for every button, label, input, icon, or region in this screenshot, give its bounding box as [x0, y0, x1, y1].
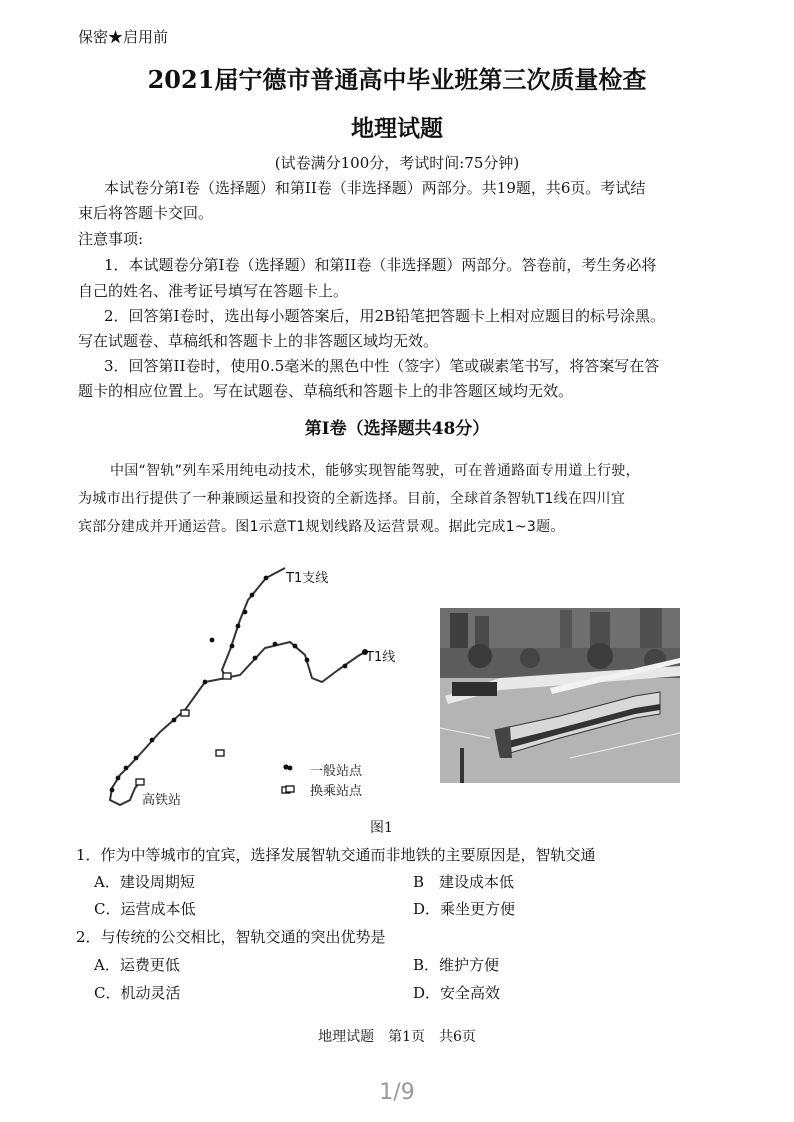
- question-stem: 2．与传统的公交相比，智轨交通的突出优势是: [76, 928, 386, 946]
- legend-dot-icon: [288, 766, 293, 771]
- t1-south-route: [110, 678, 226, 805]
- intro-line-2: 束后将答题卡交回。: [78, 204, 214, 222]
- legend-normal-label: 一般站点: [310, 764, 363, 779]
- notice-line: 自己的姓名、准考证号填写在答题卡上。: [78, 282, 349, 300]
- line-label: T1线: [366, 650, 396, 665]
- option-d: D．安全高效: [413, 984, 501, 1002]
- notice-line: 1．本试题卷分第I卷（选择题）和第II卷（非选择题）两部分。答卷前，考生务必将: [104, 256, 657, 274]
- page-footer: 地理试题 第1页 共6页: [318, 1029, 476, 1045]
- secret-mark: 保密★启用前: [78, 28, 169, 46]
- notice-line: 题卡的相应位置上。写在试题卷、草稿纸和答题卡上的非答题区域均无效。: [78, 382, 574, 400]
- notice-line: 2．回答第I卷时，选出每小题答案后，用2B铅笔把答题卡上相对应题目的标号涂黑。: [104, 307, 666, 325]
- passage-line: 中国“智轨”列车采用纯电动技术，能够实现智能驾驶，可在普通路面专用道上行驶，: [110, 463, 640, 479]
- option-a: A．建设周期短: [94, 873, 195, 891]
- branch-label: T1支线: [286, 571, 329, 586]
- legend-transfer-label: 换乘站点: [310, 784, 363, 799]
- exam-meta: (试卷满分100分，考试时间:75分钟): [274, 154, 520, 172]
- passage-line: 宾部分建成并开通运营。图1示意T1规划线路及运营景观。据此完成1~3题。: [78, 519, 565, 535]
- passage-line: 为城市出行提供了一种兼顾运量和投资的全新选择。目前，全球首条智轨T1线在四川宜: [78, 491, 626, 507]
- tram-photo: [440, 608, 680, 783]
- question-stem: 1．作为中等城市的宜宾，选择发展智轨交通而非地铁的主要原因是，智轨交通: [76, 846, 596, 864]
- station-label: 高铁站: [142, 793, 182, 808]
- page-counter: 1/9: [379, 1080, 415, 1105]
- notice-line: 写在试题卷、草稿纸和答题卡上的非答题区域均无效。: [78, 332, 439, 350]
- option-d: D．乘坐更方便: [413, 900, 516, 918]
- intro-line-1: 本试卷分第I卷（选择题）和第II卷（非选择题）两部分。共19题，共6页。考试结: [104, 179, 646, 197]
- option-c: C．运营成本低: [94, 900, 196, 918]
- option-b: B 建设成本低: [413, 873, 515, 891]
- notice-line: 3．回答第II卷时，使用0.5毫米的黑色中性（签字）笔或碳素笔书写，将答案写在答: [104, 357, 660, 375]
- subject-title: 地理试题: [351, 115, 443, 142]
- option-a: A．运费更低: [94, 956, 180, 974]
- notice-heading: 注意事项:: [78, 230, 144, 248]
- option-b: B．维护方便: [413, 956, 500, 974]
- option-c: C．机动灵活: [94, 984, 181, 1002]
- section-title: 第I卷（选择题共48分）: [304, 419, 490, 439]
- legend-square-icon: [286, 786, 294, 792]
- exam-title: 2021届宁德市普通高中毕业班第三次质量检查: [147, 65, 647, 94]
- legend-marks: [284, 762, 298, 802]
- figure-caption: 图1: [370, 820, 393, 836]
